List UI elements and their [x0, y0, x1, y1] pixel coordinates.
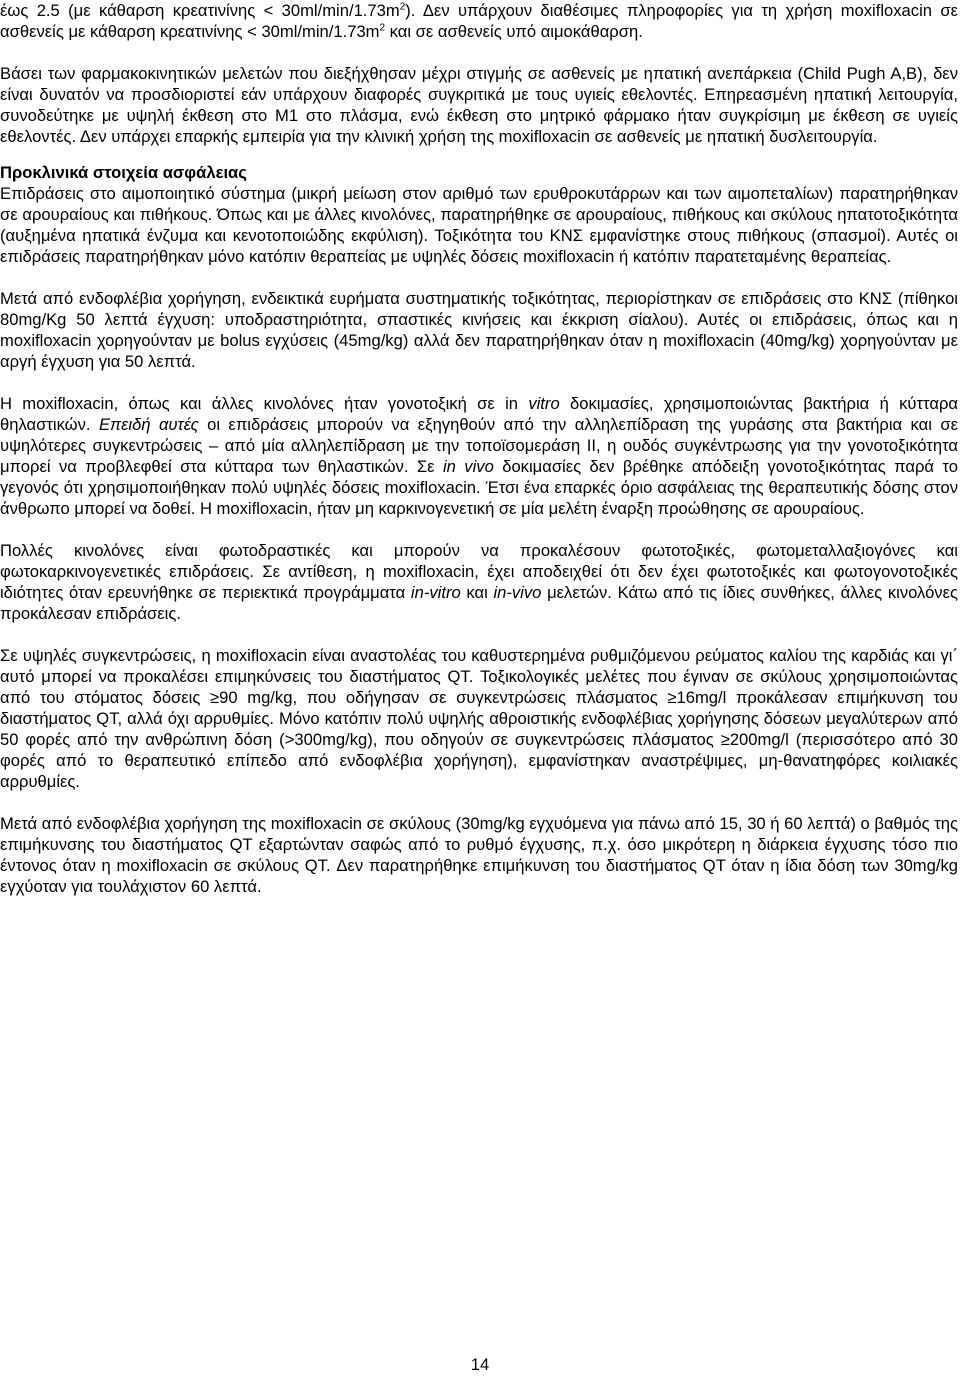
intro-text-d: 30ml/min/1.73m: [256, 22, 380, 41]
geno-epeidi: Επειδή αυτές: [98, 415, 199, 434]
infusion-paragraph: Μετά από ενδοφλέβια χορήγηση της moxifloxacin σε σκύλους (30mg/kg εγχυόμενα για πάνω από 15, 30 ή 60 λεπτά) ο βαθμός της επιμήκυνσης του διαστήματος QT εξαρτώνταν σαφώς από το ρυθμό έγχυσης, π.χ. όσο μικρότερη η διάρκεια έγχυσης τόσο πιο έντονος όταν η moxifloxacin σε σκύλους QT. Δεν παρατηρήθηκε επιμήκυνση του διαστήματος QT όταν η ίδια δόση των 30mg/kg εγχύοταν για τουλάχιστον 60 λεπτά.: [0, 814, 958, 896]
iv-paragraph: Μετά από ενδοφλέβια χορήγηση, ενδεικτικά ευρήματα συστηματικής τοξικότητας, περιορίστηκαν σε επιδράσεις στο ΚΝΣ (πίθηκοι 80mg/Kg 50 λεπτά έγχυση: υποδραστηριότητα, σπαστικές κινήσεις και έκκριση σίαλου). Αυτές οι επιδράσεις, όπως και η moxifloxacin χορηγούνταν με bolus εγχύσεις (45mg/kg) αλλά δεν παρατηρήθηκαν όταν η moxifloxacin (40mg/kg) χορηγούνταν με αργή έγχυση για 50 λεπτά.: [0, 289, 958, 371]
qt-text-d: 300mg/kg), που οδηγούν σε συγκεντρώσεις πλάσματος: [294, 730, 721, 749]
photo-invitro: in-vitro: [410, 583, 461, 602]
phototoxicity-paragraph: [0, 540, 958, 624]
ge-symbol: ≥: [667, 688, 677, 707]
superscript: 2: [399, 1, 406, 13]
qt-paragraph: [0, 645, 958, 792]
intro-text-a: έως 2.5 (με κάθαρση κρεατινίνης: [0, 1, 264, 20]
photo-invivo: in-vivo: [493, 583, 542, 602]
gt-symbol: >: [284, 730, 295, 749]
intro-text-c: ). Δεν υπάρχουν διαθέσιμες πληροφορίες για τη χρήση moxifloxacin σε ασθενείς με κάθαρση κρεατινίνης: [0, 1, 958, 41]
photo-text-b: και: [460, 583, 494, 602]
less-than-symbol: <: [263, 1, 274, 20]
photo-text-a: Πολλές κινολόνες είναι φωτοδραστικές και μπορούν να προκαλέσουν φωτοτοξικές, φωτομεταλλαξιογόνες και φωτοκαρκινογενετικές επιδράσεις. Σε αντίθεση, η moxifloxacin, έχει αποδειχθεί ότι δεν έχει φωτοτοξικές και φωτογονοτοξικές ιδιότητες όταν ερευνήθηκε σε περιεκτικά προγράμματα: [0, 541, 958, 602]
geno-text-d: δοκιμασίες δεν βρέθηκε απόδειξη γονοτοξικότητας παρά το γεγονός ότι χρησιμοποιήθηκαν πολύ υψηλές δόσεις moxifloxacin. Έτσι ένα επαρκές όριο ασφάλειας της θεραπευτικής δόσης στον άνθρωπο μπορεί να δοθεί. Η moxifloxacin, ήταν μη καρκινογενετική σε μία μελέτη έναρξη προώθησης σε αρουραίους.: [0, 457, 958, 518]
qt-text-c: 16mg/l προκάλεσαν επιμήκυνση του διαστήματος QT, αλλά όχι αρρυθμίες. Μόνο κατόπιν πολύ υψηλής αθροιστικής ενδοφλέβιας χορήγησης δόσεων μεγαλύτερων από 50 φορές από την ανθρώπινη δόση (: [0, 688, 958, 749]
preclinical-paragraph: Επιδράσεις στο αιμοποιητικό σύστημα (μικρή μείωση στον αριθμό των ερυθροκυτάρρων και των αιμοπεταλίων) παρατηρήθηκαν σε αρουραίους και πιθήκους. Όπως και με άλλες κινολόνες, παρατηρήθηκε σε αρουραίους, πιθήκους και σκύλους ηπατοτοξικότητα (αυξημένα ηπατικά ένζυμα και κενοτοποιώδης εκφύλιση). Τοξικότητα του ΚΝΣ εμφανίστηκε στους πιθήκους (σπασμοί). Αυτές οι επιδράσεις παρατηρήθηκαν μόνο κατόπιν θεραπείας με υψηλές δόσεις moxifloxacin ή κατόπιν παρατεταμένης θεραπείας.: [0, 184, 958, 266]
qt-text-a: Σε υψηλές συγκεντρώσεις, η moxifloxacin είναι αναστολέας του καθυστερημένα ρυθμιζόμενου ρεύματος καλίου της καρδιάς και γι΄ αυτό μπορεί να προκαλέσει επιμηκύνσεις του διαστήματος QT. Τοξικολογικές μελέτες που έγιναν σε σκύλους χρησιμοποιώντας από του στόματος δόσεις: [0, 646, 958, 707]
genotoxicity-paragraph: [0, 393, 958, 519]
geno-vitro: vitro: [528, 394, 560, 413]
geno-text-c: οι επιδράσεις μπορούν να εξηγηθούν από την αλληλεπίδραση της γυράσης στα βακτήρια και σε υψηλότερες συγκεντρώσεις – από μία αλληλεπίδραση με την τοποϊσομεράση ΙΙ, η ουδός συγκέντρωσης για την γονοτοξικότητα μπορεί να προβλεφθεί στα κύτταρα των θηλαστικών. Σε: [0, 415, 958, 476]
page-number: 14: [470, 1355, 490, 1374]
less-than-symbol: <: [247, 22, 257, 41]
ge-symbol: ≥: [720, 730, 730, 749]
section-heading-preclinical: Προκλινικά στοιχεία ασφάλειας: [0, 163, 247, 182]
intro-text-b: 30ml/min/1.73m: [273, 1, 400, 20]
hepatic-paragraph: Βάσει των φαρμακοκινητικών μελετών που διεξήχθησαν μέχρι στιγμής σε ασθενείς με ηπατική ανεπάρκεια (Child Pugh A,B), δεν είναι δυνατόν να προσδιοριστεί εάν υπάρχουν διαφορές συγκριτικά με τους υγιείς εθελοντές. Επηρεασμένη ηπατική λειτουργία, συνοδεύτηκε με υψηλή έκθεση στο M1 στο πλάσμα, ενώ έκθεση στο μητρικό φάρμακο ήταν συγκρίσιμη με έκθεση σε υγιείς εθελοντές. Δεν υπάρχει επαρκής εμπειρία για την κλινική χρήση της moxifloxacin σε ασθενείς με ηπατική δυσλειτουργία.: [0, 64, 958, 146]
qt-text-e: 200mg/l (περισσότερο από 30 φορές από το θεραπευτικό επίπεδο από ενδοφλέβια χορήγηση), εμφανίστηκαν αναστρέψιμες, μη-θανατηφόρες κοιλιακές αρρυθμίες.: [0, 730, 958, 791]
superscript: 2: [379, 22, 386, 34]
qt-text-b: 90 mg/kg, που οδήγησαν σε συγκεντρώσεις πλάσματος: [219, 688, 668, 707]
ge-symbol: ≥: [210, 688, 220, 707]
intro-text-e: και σε ασθενείς υπό αιμοκάθαρση.: [385, 22, 643, 41]
geno-text-b: δοκιμασίες, χρησιμοποιώντας βακτήρια ή κύτταρα θηλαστικών.: [0, 394, 958, 434]
photo-text-c: μελετών. Κάτω από τις ίδιες συνθήκες, άλλες κινολόνες προκάλεσαν επιδράσεις.: [0, 583, 958, 623]
geno-invivo: in vivo: [442, 457, 494, 476]
intro-paragraph: [0, 0, 958, 42]
geno-text-a: Η moxifloxacin, όπως και άλλες κινολόνες ήταν γονοτοξική σε in: [0, 394, 529, 413]
